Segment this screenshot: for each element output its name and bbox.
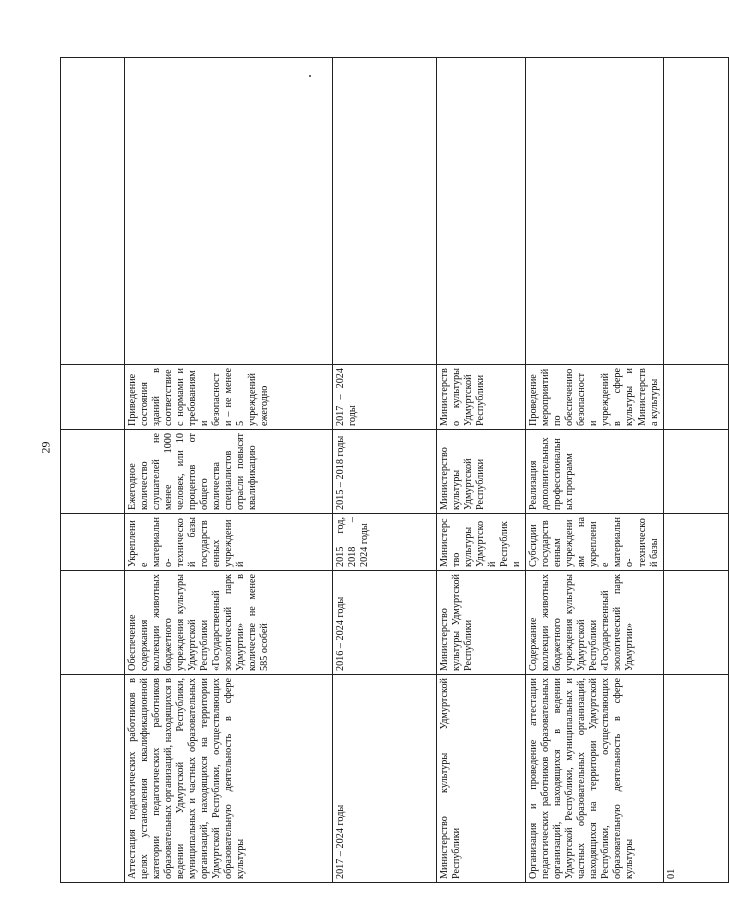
table-row <box>125 58 333 883</box>
table-row <box>437 58 526 883</box>
table-cell-blank <box>333 58 437 365</box>
table-cell-blank <box>61 430 125 514</box>
table-row <box>526 58 663 883</box>
executor-cell: Министерство культуры Удмуртской Республики <box>437 571 526 675</box>
table-cell-blank <box>61 58 125 365</box>
program-events-table <box>60 57 729 883</box>
table-row <box>663 58 728 883</box>
result-cell: Обеспечение содержания коллекции животных бюджетного учреждения культуры Удмуртской Республики «Государственный зоологический парк Удмуртии» в количестве не менее 585 особей <box>125 571 333 675</box>
period-cell: 2017 – 2024 годы <box>333 675 437 883</box>
period-cell: 2016 – 2024 годы <box>333 571 437 675</box>
table-cell-blank <box>61 675 125 883</box>
table-cell-blank <box>663 58 728 365</box>
executor-cell: Министерство культуры Удмуртской Республики <box>437 430 526 514</box>
executor-cell: Министерство культуры Удмуртской Республики <box>437 675 526 883</box>
rotated-table-wrapper <box>60 58 677 883</box>
result-cell: Ежегодное количество слушателей не менее 1000 человек, или 10 процентов от общего количества специалистов отрасли повысят квалификацию <box>125 430 333 514</box>
table-cell-blank <box>61 571 125 675</box>
code-cell <box>663 514 728 571</box>
event-cell: Субсидии государственным учреждениям на укрепление материально-технической базы <box>526 514 663 571</box>
table-cell-blank <box>61 514 125 571</box>
table-cell-blank <box>526 58 663 365</box>
period-cell: 2015 год, 2018 – 2024 годы <box>333 514 437 571</box>
event-cell: Проведение мероприятий по обеспечению безопасности учреждений в сфере культуры и Министерства культуры <box>526 365 663 430</box>
code-cell: 01 <box>663 675 728 883</box>
table-cell-blank <box>61 365 125 430</box>
result-cell: Приведение состояния зданий в соответствие с нормами и требованиями безопасности – не менее 5 учреждений ежегодно <box>125 365 333 430</box>
executor-cell: Министерство культуры Удмуртской Республики <box>437 514 526 571</box>
period-cell: 2017 – 2024 годы <box>333 365 437 430</box>
page-number: 29 <box>38 441 53 454</box>
code-cell <box>663 430 728 514</box>
table-top-row <box>61 58 125 883</box>
code-cell <box>663 365 728 430</box>
table-cell-blank <box>437 58 526 365</box>
period-cell: 2015 – 2018 годы <box>333 430 437 514</box>
result-cell: Аттестация педагогических работников в целях установления квалификационной категории педагогических работников образовательных организаций, находящихся в ведении Удмуртской Республики, муниципальных и частных образовательных организаций, находящихся на территории Удмуртской Республики, осуществляющих образовательную деятельность в сфере культуры <box>125 675 333 883</box>
result-cell: Укрепление материально-технической базы государственных учреждений <box>125 514 333 571</box>
code-cell <box>663 571 728 675</box>
table-row <box>333 58 437 883</box>
table-cell-blank <box>125 58 333 365</box>
event-cell: Реализация дополнительных профессиональных программ <box>526 430 663 514</box>
event-cell: Организация и проведение аттестации педагогических работников образовательных организаций, находящихся в ведении Удмуртской Республики, муниципальных и частных образовательных организаций, находящихся на территории Удмуртской Республики, осуществляющих образовательную деятельность в сфере культуры <box>526 675 663 883</box>
event-cell: Содержание коллекции животных бюджетного учреждения культуры Удмуртской Республики «Государственный зоологический парк Удмуртии» <box>526 571 663 675</box>
executor-cell: Министерство культуры Удмуртской Республики <box>437 365 526 430</box>
